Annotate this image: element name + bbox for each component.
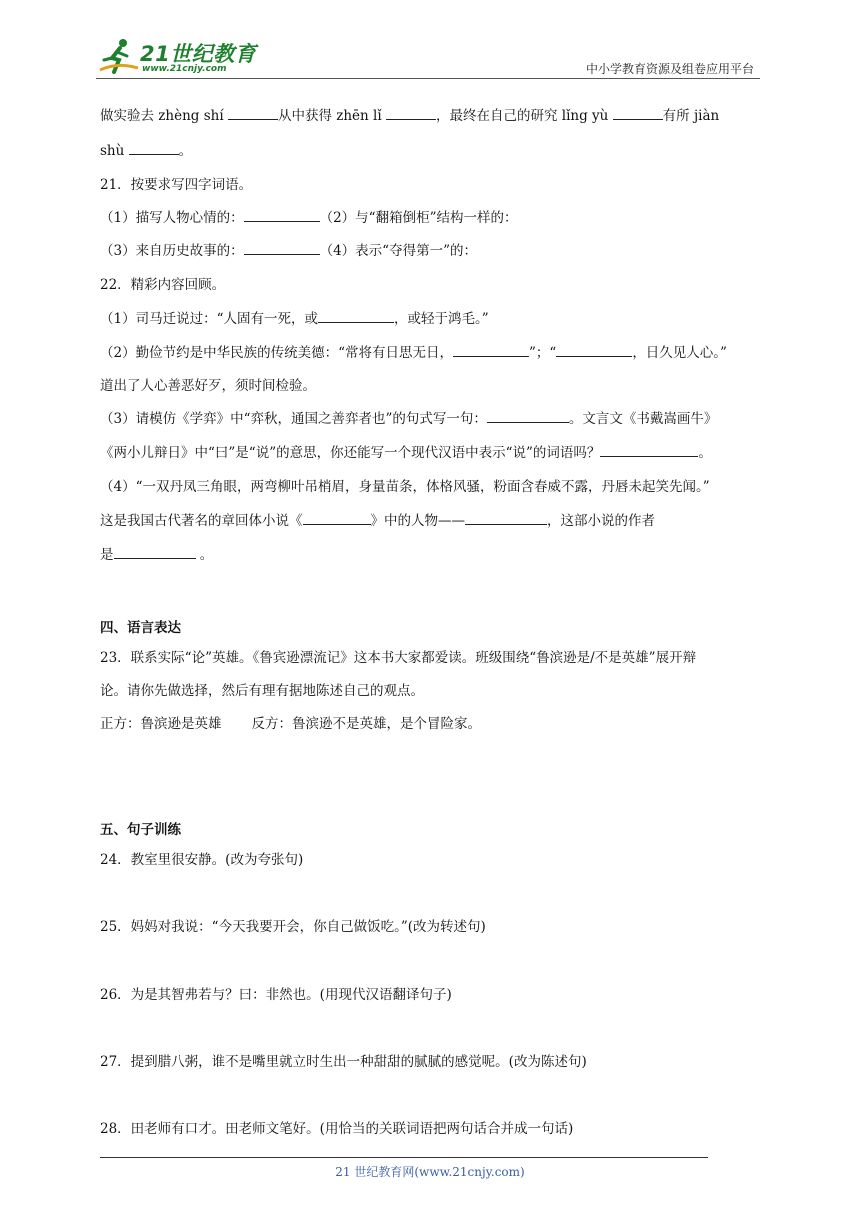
q22-title: 22．精彩内容回顾。 bbox=[100, 277, 226, 293]
q23-line-1: 23．联系实际“论”英雄。《鲁宾逊漂流记》这本书大家都爱读。班级围绕“鲁滨逊是/不是英雄”展开辩 bbox=[100, 650, 697, 666]
q24: 24．教室里很安静。(改为夸张句) bbox=[100, 852, 304, 868]
q22-item-4-author: 是 。 bbox=[100, 547, 214, 563]
blank-q21-1[interactable] bbox=[244, 208, 320, 222]
page-header bbox=[96, 36, 760, 80]
blank-novel-title[interactable] bbox=[303, 511, 371, 525]
blank-lingyu[interactable] bbox=[613, 106, 663, 120]
blank-q22-1[interactable] bbox=[318, 309, 394, 323]
q23-line-2: 论。请你先做选择，然后有理有据地陈述自己的观点。 bbox=[100, 683, 424, 699]
blank-q22-2a[interactable] bbox=[453, 343, 529, 357]
q26: 26．为是其智弗若与？曰：非然也。(用现代汉语翻译句子) bbox=[100, 987, 452, 1003]
q22-item-2: （2）勤俭节约是中华民族的传统美德：“常将有日思无日， ”；“ ，日久见人心。” bbox=[100, 345, 727, 361]
q22-item-3-cont: 《两小儿辩日》中“曰”是“说”的意思，你还能写一个现代汉语中表示“说”的词语吗？ 。 bbox=[100, 445, 712, 461]
header-divider bbox=[96, 78, 760, 79]
q25: 25．妈妈对我说：“今天我要开会，你自己做饭吃。”(改为转述句) bbox=[100, 919, 486, 935]
section-5-heading: 五、句子训练 bbox=[100, 822, 181, 838]
blank-character[interactable] bbox=[465, 511, 547, 525]
q21-row-2: （3）来自历史故事的： （4）表示“夺得第一”的： bbox=[100, 243, 477, 259]
q22-item-4-cont: 这是我国古代著名的章回体小说《 》中的人物—— ，这部小说的作者 bbox=[100, 513, 655, 529]
q21-row-1: （1）描写人物心情的： （2）与“翻箱倒柜”结构一样的： bbox=[100, 210, 518, 226]
blank-zhenli[interactable] bbox=[386, 106, 436, 120]
q20-line-2: shù 。 bbox=[100, 143, 193, 159]
blank-jianshu[interactable] bbox=[129, 141, 179, 155]
q28: 28．田老师有口才。田老师文笔好。(用恰当的关联词语把两句话合并成一句话) bbox=[100, 1121, 574, 1137]
logo-url: www.21cnjy.com bbox=[142, 64, 227, 74]
runner-logo-icon bbox=[96, 36, 140, 78]
blank-q22-3a[interactable] bbox=[487, 409, 569, 423]
q27: 27．提到腊八粥，谁不是嘴里就立时生出一种甜甜的腻腻的感觉呢。(改为陈述句) bbox=[100, 1054, 587, 1070]
footer-divider bbox=[100, 1157, 708, 1158]
blank-author[interactable] bbox=[114, 545, 196, 559]
q22-item-3: （3）请模仿《学弈》中“弈秋，通国之善弈者也”的句式写一句： 。文言文《书戴嵩画牛》 bbox=[100, 411, 718, 427]
blank-q22-2b[interactable] bbox=[556, 343, 632, 357]
q21-title: 21．按要求写四字词语。 bbox=[100, 177, 253, 193]
header-platform-name: 中小学教育资源及组卷应用平台 bbox=[585, 62, 754, 76]
site-logo bbox=[96, 36, 266, 78]
negative-side: 反方：鲁滨逊不是英雄，是个冒险家。 bbox=[251, 716, 481, 732]
section-4-heading: 四、语言表达 bbox=[100, 620, 181, 636]
logo-text: 21世纪教育 bbox=[140, 42, 257, 66]
blank-q21-3[interactable] bbox=[244, 241, 320, 255]
blank-zhengshi[interactable] bbox=[228, 106, 278, 120]
footer-site-link[interactable]: 21 世纪教育网(www.21cnjy.com) bbox=[335, 1165, 525, 1179]
affirmative-side: 正方：鲁滨逊是英雄 bbox=[100, 716, 222, 732]
q22-item-2-cont: 道出了人心善恶好歹，须时间检验。 bbox=[100, 378, 316, 394]
q20-line-1: 做实验去 zhèng shí 从中获得 zhēn lǐ ，最终在自己的研究 lǐng yù 有所 jiàn bbox=[100, 108, 720, 124]
q22-item-1: （1）司马迁说过：“人固有一死，或 ，或轻于鸿毛。” bbox=[100, 311, 489, 327]
q23-sides bbox=[100, 714, 481, 734]
blank-q22-3b[interactable] bbox=[600, 443, 698, 457]
q22-item-4: （4）“一双丹凤三角眼，两弯柳叶吊梢眉，身量苗条，体格风骚，粉面含春威不露，丹唇未起笑先闻。” bbox=[100, 479, 710, 495]
